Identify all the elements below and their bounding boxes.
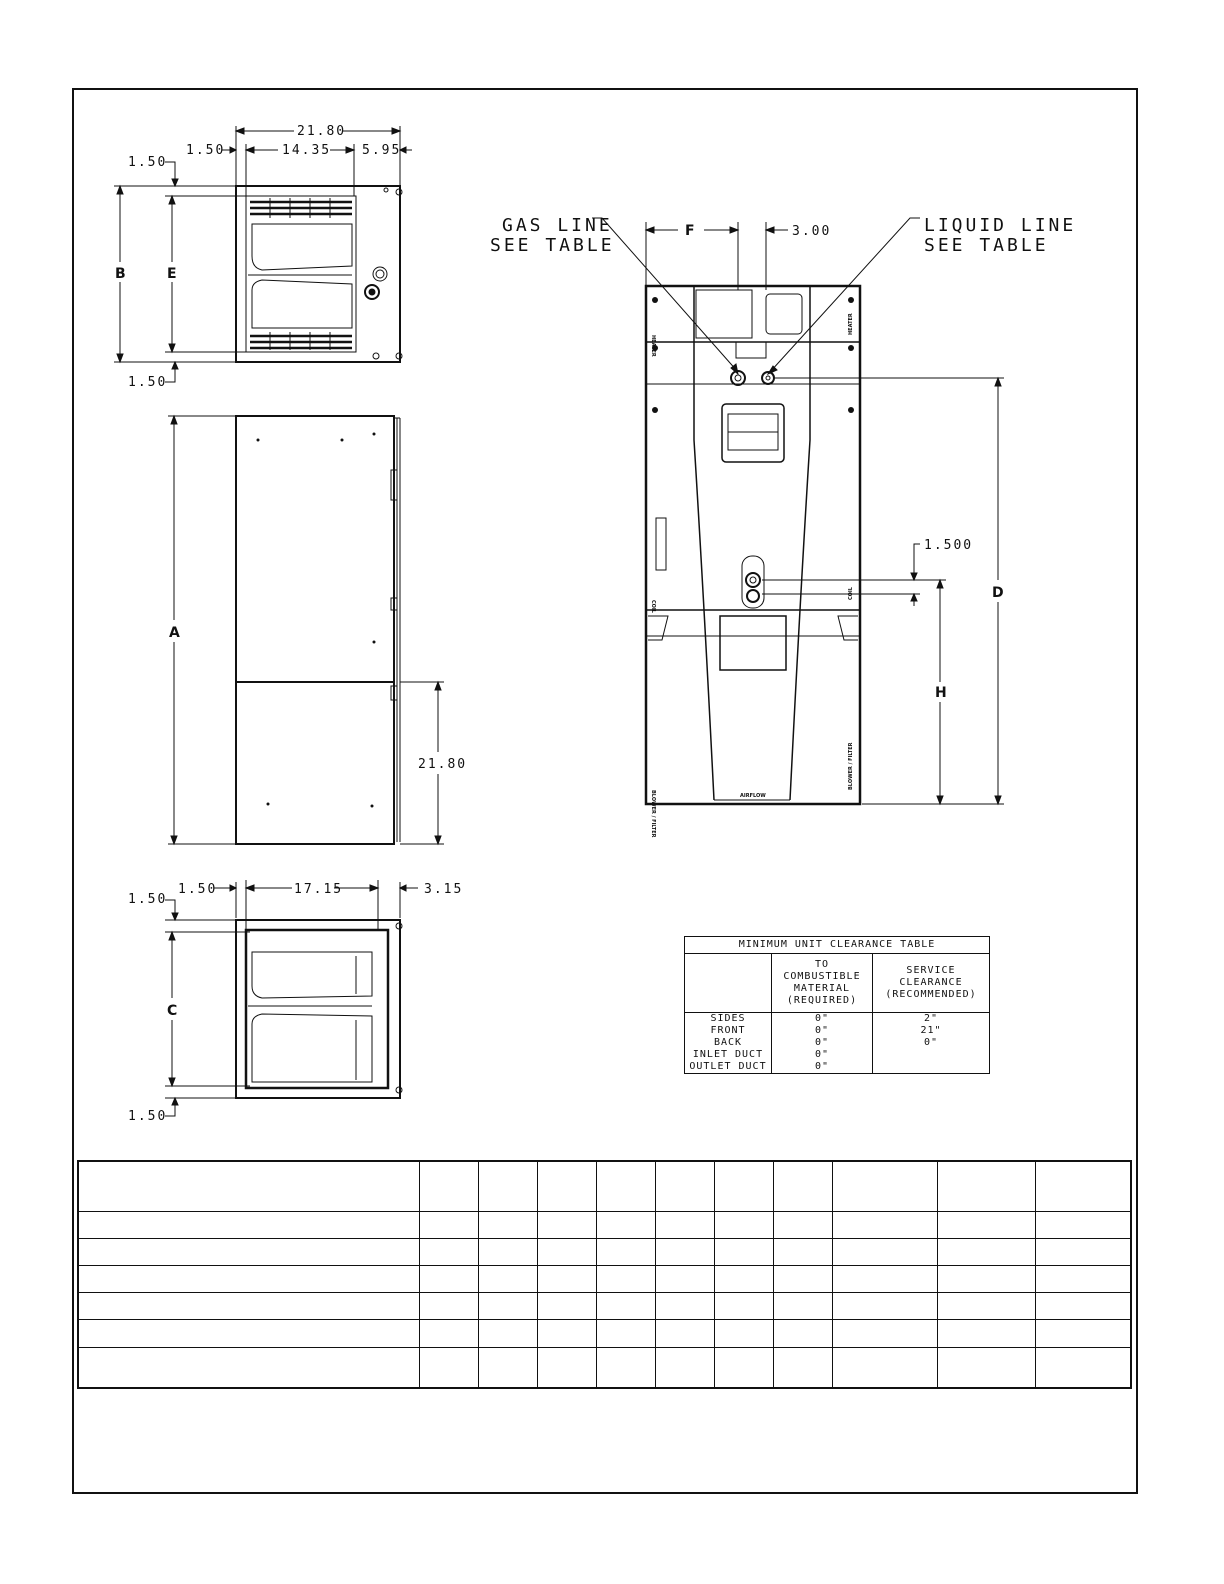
col-header-combustible: TO COMBUSTIBLE MATERIAL (REQUIRED) xyxy=(772,954,873,1013)
note-liquid-line: LIQUID LINE xyxy=(924,215,1077,236)
dim-top-margin: 1.50 xyxy=(128,155,168,170)
panel-text-coil-right: COIL xyxy=(848,587,854,600)
note-liquid-line-table: SEE TABLE xyxy=(924,235,1049,256)
table-row xyxy=(78,1320,1131,1347)
table-row: FRONT 0" 21" xyxy=(685,1025,990,1037)
panel-text-airflow: AIRFLOW xyxy=(740,793,766,799)
dim-bottom-top-margin: 1.50 xyxy=(128,892,168,907)
dim-bottom-left-offset: 1.50 xyxy=(178,882,218,897)
table-row xyxy=(78,1265,1131,1292)
dim-lower-height: 21.80 xyxy=(418,757,468,772)
label-c: C xyxy=(167,1003,178,1019)
clearance-table xyxy=(684,936,990,1074)
table-row: INLET DUCT 0" xyxy=(685,1049,990,1061)
table-row xyxy=(78,1238,1131,1265)
panel-text-heater-right: HEATER xyxy=(848,313,854,335)
table-row: SIDES 0" 2" xyxy=(685,1013,990,1026)
label-a: A xyxy=(169,625,180,641)
dim-bottom-right: 3.15 xyxy=(424,882,464,897)
dim-bottom-margin: 1.50 xyxy=(128,375,168,390)
clearance-table-title: MINIMUM UNIT CLEARANCE TABLE xyxy=(685,937,990,954)
table-row xyxy=(78,1293,1131,1320)
dim-bottom-inner: 17.15 xyxy=(294,882,344,897)
dim-left-offset: 1.50 xyxy=(186,143,226,158)
label-e: E xyxy=(167,266,177,282)
top-view xyxy=(114,124,412,390)
panel-text-heater-left: HEATER xyxy=(650,335,656,357)
label-d: D xyxy=(992,585,1004,601)
panel-text-coil-left: COIL xyxy=(650,600,656,613)
spec-table xyxy=(77,1160,1132,1389)
table-row xyxy=(78,1211,1131,1238)
dim-inner-width: 14.35 xyxy=(282,143,332,158)
dim-drain: 1.500 xyxy=(924,538,974,553)
table-row: OUTLET DUCT 0" xyxy=(685,1061,990,1074)
dim-overall-width: 21.80 xyxy=(297,124,347,139)
bottom-view xyxy=(128,880,463,1124)
dim-right-width: 5.95 xyxy=(362,143,402,158)
table-row xyxy=(78,1347,1131,1388)
col-header-service: SERVICE CLEARANCE (RECOMMENDED) xyxy=(873,954,990,1013)
panel-text-blower-right: BLOWER / FILTER xyxy=(848,742,854,790)
label-h: H xyxy=(935,685,947,701)
table-row: BACK 0" 0" xyxy=(685,1037,990,1049)
note-gas-line: GAS LINE xyxy=(502,215,613,236)
panel-text-blower-left: BLOWER / FILTER xyxy=(650,790,656,838)
label-f: F xyxy=(685,223,695,239)
dim-bottom-bottom-margin: 1.50 xyxy=(128,1109,168,1124)
note-gas-line-table: SEE TABLE xyxy=(490,235,615,256)
side-view xyxy=(168,416,467,844)
label-b: B xyxy=(115,266,126,282)
front-view xyxy=(490,215,1076,838)
dim-right-offset: 3.00 xyxy=(792,224,832,239)
